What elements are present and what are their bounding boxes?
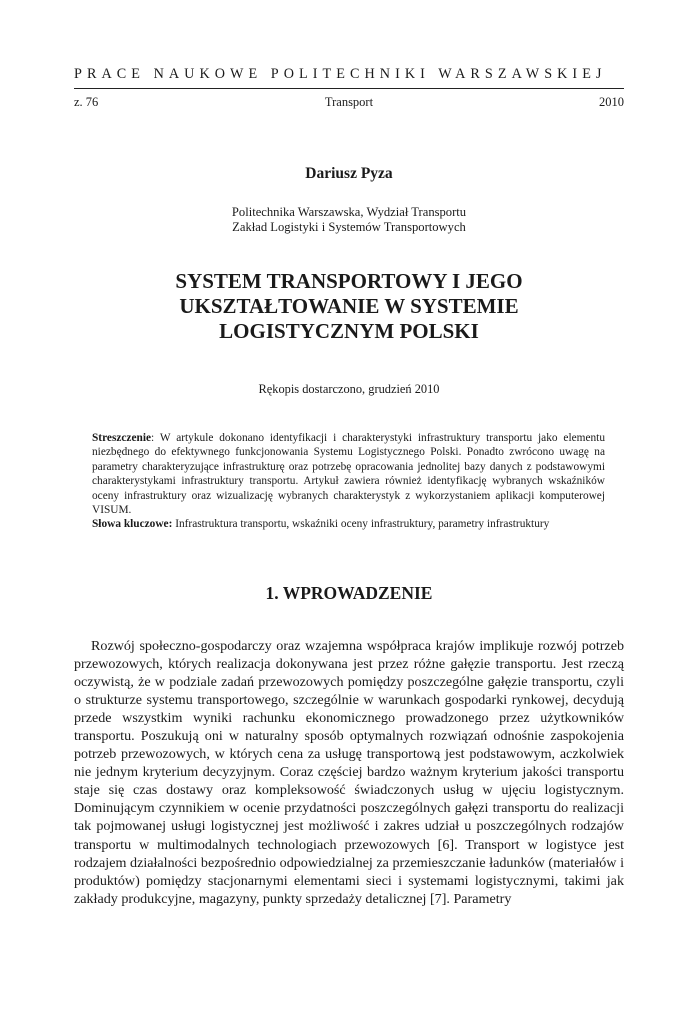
publication-year: 2010 xyxy=(599,95,624,109)
title-line-1: SYSTEM TRANSPORTOWY I JEGO xyxy=(175,269,523,293)
journal-title: PRACE NAUKOWE POLITECHNIKI WARSZAWSKIEJ xyxy=(74,66,607,82)
keywords-label: Słowa kluczowe: xyxy=(92,518,173,531)
keywords-text: Infrastruktura transportu, wskaźniki oceny infrastruktury, parametry infrastruktury xyxy=(172,518,550,531)
abstract-paragraph xyxy=(92,431,605,517)
abstract xyxy=(92,431,605,532)
header-meta xyxy=(74,95,624,111)
title-line-2: UKSZTAŁTOWANIE W SYSTEMIE xyxy=(179,294,519,318)
paper-title xyxy=(0,269,698,344)
abstract-label: Streszczenie xyxy=(92,432,152,444)
keywords-paragraph xyxy=(92,517,605,531)
volume-number: z. 76 xyxy=(74,95,99,109)
received-date: Rękopis dostarczono, grudzień 2010 xyxy=(258,382,440,396)
body-paragraph: Rozwój społeczno-gospodarczy oraz wzajemna współpraca krajów implikuje rozwój potrzeb przewozowych, których realizacja dokonywana jest przez różne gałęzie transportu. Jest rzeczą oczywistą, że w podziale zadań przewozowych pomiędzy poszczególne gałęzie transportu, czyli o strukturze systemu transportowego, szczególnie w warunkach gospodarki rynkowej, decydują przede wszystkim wyniki rachunku ekonomicznego prowadzonego przez użytkowników transportu. Poszukują oni w naturalny sposób optymalnych rozwiązań odnośnie zaspokojenia potrzeb przewozowych, w których cena za usługę transportową jest podstawowym, aczkolwiek nie jednym kryterium decyzyjnym. Coraz częściej bardzo ważnym kryterium jakości transportu staje się czas dostawy oraz kompleksowość świadczonych usług w ujęciu logistycznym. Dominującym czynnikiem w ocenie przydatności poszczególnych gałęzi transportu do realizacji tak pojmowanej usługi logistycznej jest możliwość i zakres udział u poszczególnych rodzajów transportu w multimodalnych technologiach przewozowych [6]. Transport w logistyce jest rodzajem działalności bezpośrednio odpowiedzialnej za przemieszczanie ładunków (materiałów i produktów) pomiędzy stacjonarnymi elementami sieci i systemami logistycznymi, takimi jak zakłady produkcyjne, magazyny, punkty sprzedaży detalicznej [7]. Parametry xyxy=(74,638,624,907)
affiliation xyxy=(0,205,698,235)
header-rule xyxy=(74,88,624,89)
title-line-3: LOGISTYCZNYM POLSKI xyxy=(219,319,479,343)
journal-section: Transport xyxy=(324,95,374,109)
affiliation-line-2: Zakład Logistyki i Systemów Transportowych xyxy=(232,220,466,234)
affiliation-line-1: Politechnika Warszawska, Wydział Transportu xyxy=(231,205,467,219)
section-heading: 1. WPROWADZENIE xyxy=(265,583,433,603)
abstract-text: : W artykule dokonano identyfikacji i charakterystyki infrastruktury transportu jako elementu niezbędnego do efektywnego funkcjonowania Systemu Logistycznego Polski. Ponadto zwrócono uwagę na parametry charakteryzujące infrastrukturę oraz potrzebę opracowania jednolitej bazy danych z podstawowymi charakterystykami infrastruktury transportu. Artykuł zawiera również identyfikację wybranych wskaźników oceny infrastruktury oraz wizualizację wybranych charakterystyk z wykorzystaniem aplikacji komputerowej VISUM. xyxy=(92,432,605,517)
author-name: Dariusz Pyza xyxy=(305,165,393,182)
